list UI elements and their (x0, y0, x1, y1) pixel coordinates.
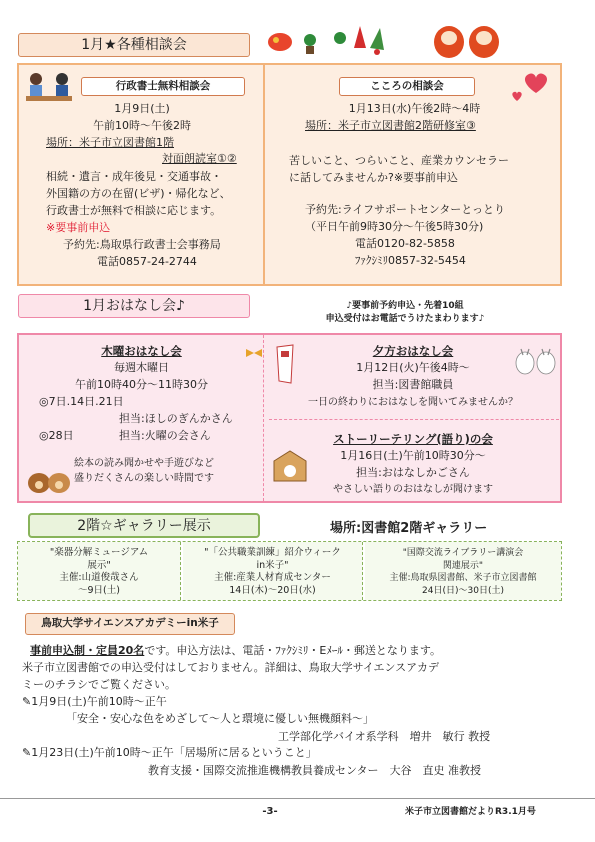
gyosei-time: 午前10時～午後2時 (93, 119, 191, 132)
tottori-para3: ミーのチラシでご覧ください。 (22, 678, 176, 691)
yugata-tanto: 担当:図書館職員 (372, 378, 454, 391)
gallery-item-2-period: 14日(木)～20日(水) (229, 584, 316, 596)
divider-line (269, 419, 559, 420)
heart-icon (522, 71, 550, 95)
story-title-text: 1月おはなし会♪ (83, 298, 185, 314)
kokoro-consult (267, 65, 560, 284)
gyosei-place-line1: 場所：米子市立図書館1階 (46, 136, 174, 149)
storytelling-desc: やさしい語りのおはなしが聞けます (333, 484, 493, 495)
kokoro-contact-line1: 予約先:ライフサポートセンターとっとり (305, 203, 506, 216)
storytelling-tanto: 担当:おはなしかごさん (356, 466, 470, 479)
mokuyo-desc1: 絵本の読み聞かせや手遊びなど (74, 458, 214, 469)
mokuyo-dates2: ◎28日 (39, 429, 74, 442)
kokoro-desc-line2: に話してみませんか?※要事前申込 (289, 171, 459, 184)
gyosei-title (81, 77, 245, 96)
kokoro-date: 1月13日(水)午後2時～4時 (348, 102, 481, 115)
yugata-title: 夕方おはなし会 (372, 344, 454, 358)
mokuyo-desc2: 盛りだくさんの楽しい時間です (74, 473, 214, 484)
gallery-item-1-period: ～9日(土) (78, 584, 120, 596)
tottori-para1-emphasis: 事前申込制・定員20名 (30, 644, 145, 657)
storytelling-title: ストーリーテリング(語り)の会 (333, 432, 493, 446)
gallery-item-1-name1: "楽器分解ミュージアム (49, 547, 149, 558)
gyosei-note: ※要事前申込 (46, 221, 111, 234)
mokuyo-time: 午前10時40分～11時30分 (75, 378, 208, 391)
new-year-decoration-icon (262, 18, 392, 60)
gallery-item-2 (183, 542, 363, 600)
gallery-title-text: 2階☆ギャラリー展示 (77, 518, 211, 534)
yugata-desc: 一日の終わりにおはなしを聞いてみませんか？ (308, 397, 518, 408)
kokoro-title (339, 77, 475, 96)
gallery-item-3-host: 主催:鳥取県図書館、米子市立図書館 (389, 573, 537, 583)
mokuyo-dates1: ◎7日.14日.21日 (39, 395, 124, 408)
tottori-title-text: 鳥取大学サイエンスアカデミーin米子 (41, 617, 219, 629)
gallery-item-1-host: 主催:山道俊哉さん (59, 572, 139, 583)
yugata-story (266, 335, 560, 418)
small-heart-icon (511, 91, 523, 101)
gallery-place: 場所:図書館2階ギャラリー (330, 521, 488, 536)
consult-section-title (18, 33, 250, 57)
gallery-item-3 (365, 542, 561, 600)
mokuyo-title: 木曜おはなし会 (101, 344, 182, 358)
yugata-date: 1月12日(火)午後4時～ (356, 361, 470, 374)
mokuyo-story (19, 335, 264, 501)
gyosei-desc-line1: 相続・遺言・成年後見・交通事故・ (46, 170, 222, 183)
tottori-lecture1-date: ✎1月9日(土)午前10時～正午 (22, 695, 167, 708)
rabbit-characters-icon (513, 341, 559, 377)
gyosei-place-line2: 対面朗読室①② (162, 152, 237, 165)
tottori-lecture1-speaker: 工学部化学バイオ系学科 増井 敏行 教授 (278, 730, 491, 743)
kokoro-desc-line1: 苦しいこと、つらいこと、産業カウンセラー (289, 154, 509, 167)
page-number: -3- (262, 806, 278, 817)
gyosei-date: 1月9日(土) (114, 102, 170, 115)
daruma-icon (432, 20, 504, 60)
consult-frame (17, 63, 562, 286)
gyosei-contact-line1: 予約先:鳥取県行政書士会事務局 (63, 238, 221, 251)
tottori-lecture2-date: ✎1月23日(土)午前10時～正午「居場所に居るということ」 (22, 746, 317, 759)
tottori-lecture1-title: 「安全・安心な色をめざして～人と環境に優しい無機顔料～」 (66, 712, 374, 725)
gyosei-contact-line2: 電話0857-24-2744 (97, 255, 197, 268)
story-note-line2: 申込受付はお電話でうけたまわります♪ (325, 314, 485, 324)
gyosei-title-text: 行政書士無料相談会 (115, 80, 211, 92)
gallery-item-1-name2: 展示" (87, 559, 111, 571)
kokoro-contact-line3: 電話0120-82-5858 (355, 237, 455, 250)
mokuyo-tanto1: 担当:ほしのぎんかさん (119, 412, 233, 425)
story-note-line1: ♪要事前予約申込・先着10組 (346, 301, 464, 311)
gallery-item-1 (18, 542, 181, 600)
gallery-item-3-name2: 関連展示" (442, 560, 484, 571)
storytelling-story (266, 421, 560, 501)
gyosei-desc-line2: 外国籍の方の在留(ビザ)・帰化など、 (46, 187, 231, 200)
tottori-lecture2-speaker: 教育支援・国際交流推進機構教員養成センター 大谷 直史 准教授 (148, 764, 482, 777)
consult-title-text: 1月★各種相談会 (81, 37, 187, 53)
gallery-item-2-name2: in米子" (256, 559, 289, 571)
story-frame (17, 333, 562, 503)
tottori-para1 (30, 643, 441, 658)
issue-label: 米子市立図書館だよりR3.1月号 (405, 807, 536, 817)
storytelling-date: 1月16日(土)午前10時30分～ (340, 449, 486, 462)
gallery-section-title (28, 513, 260, 538)
kokoro-contact-line4: ﾌｧｸｼﾐﾘ0857-32-5454 (355, 254, 466, 267)
gallery-item-2-name1: "「公共職業訓練」紹介ウィーク (204, 547, 341, 558)
ox-mascot-icon (25, 461, 75, 497)
gallery-frame (17, 541, 562, 601)
gallery-item-2-host: 主催:産業人材育成センター (214, 572, 331, 583)
mokuyo-tanto2: 担当:火曜の会さん (119, 429, 211, 442)
tottori-para2: 米子市立図書館での申込受付はしておりません。詳細は、鳥取大学サイエンスアカデ (22, 661, 440, 674)
kokoro-title-text: こころの相談会 (370, 80, 444, 92)
gallery-item-3-name1: "国際交流ライブラリー講演会 (402, 548, 524, 558)
mokuyo-sub: 毎週木曜日 (114, 361, 169, 374)
ribbon-icon (244, 343, 264, 363)
story-section-title (18, 294, 250, 318)
kokoro-contact-line2: （平日午前9時30分～午後5時30分) (305, 220, 484, 233)
gallery-item-3-period: 24日(日)～30日(土) (422, 585, 504, 596)
tottori-para1-rest: です。申込方法は、電話・ﾌｧｸｼﾐﾘ・Eﾒｰﾙ・郵送となります。 (144, 644, 442, 657)
footer-rule (0, 798, 595, 799)
kokoro-place: 場所：米子市立図書館2階研修室③ (305, 119, 476, 132)
ema-plaque-icon (270, 449, 310, 483)
tottori-section-title (25, 613, 235, 635)
gyosei-desc-line3: 行政書士が無料で相談に応じます。 (46, 204, 222, 217)
gyosei-consult (19, 65, 265, 284)
